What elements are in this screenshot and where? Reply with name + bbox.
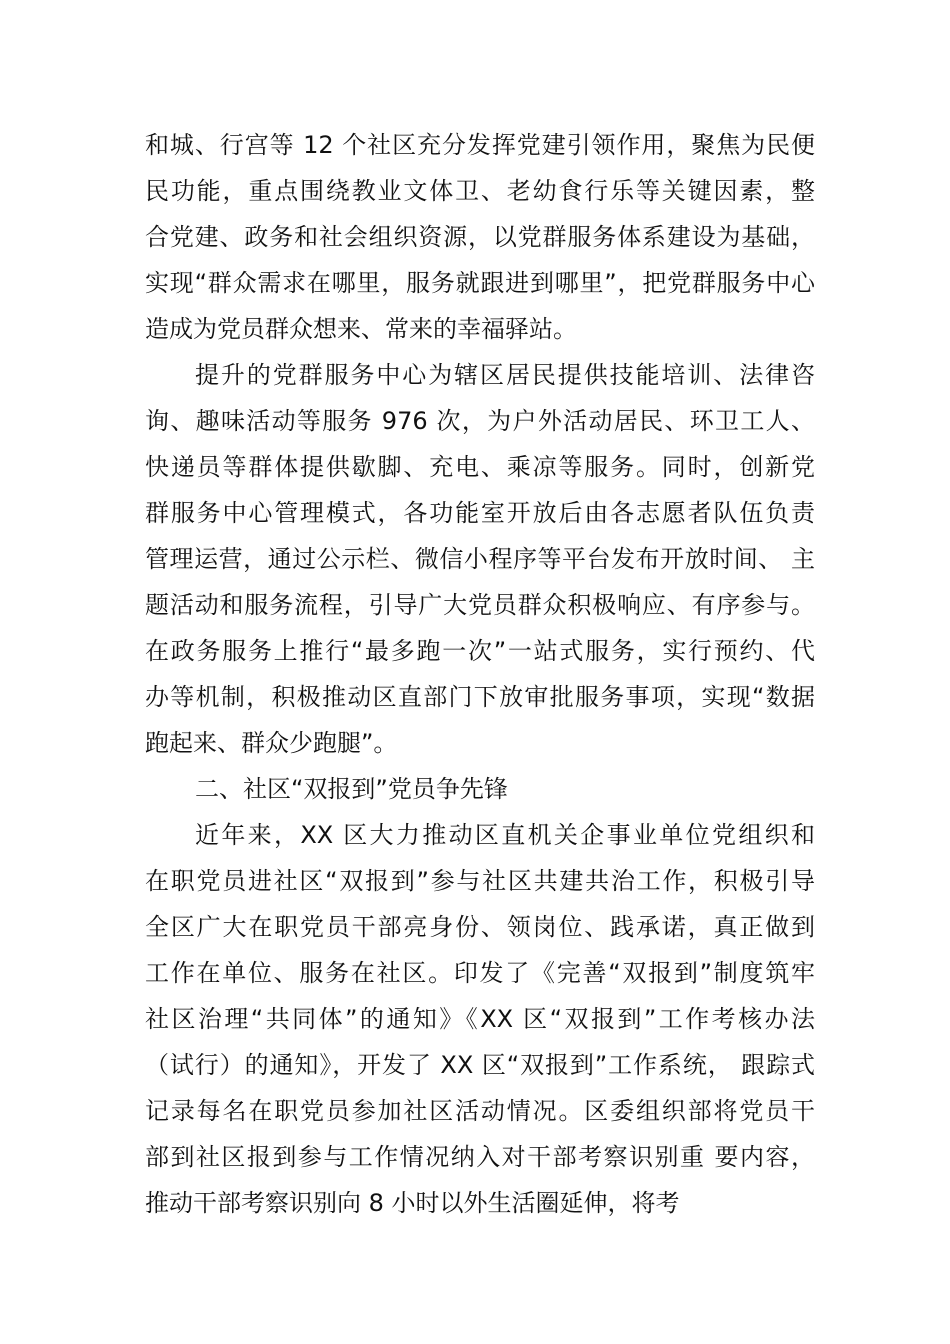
text-line: 题活动和服务流程，引导广大党员群众积极响应、有序参与。 xyxy=(145,591,815,619)
text-line: 推动干部考察识别向 8 小时以外生活圈延伸，将考 xyxy=(145,1189,680,1217)
text-line: 快递员等群体提供歇脚、充电、乘凉等服务。同时，创新党 xyxy=(145,453,815,481)
text-line: 询、趣味活动等服务 976 次，为户外活动居民、环卫工人、 xyxy=(145,407,815,435)
text-line: 管理运营，通过公示栏、微信小程序等平台发布开放时间、 主 xyxy=(145,545,815,573)
text-line: 实现“群众需求在哪里，服务就跟进到哪里”，把党群服务中心 xyxy=(145,269,815,297)
text-line: 记录每名在职党员参加社区活动情况。区委组织部将党员干 xyxy=(145,1097,815,1125)
text-line: 二、社区“双报到”党员争先锋 xyxy=(195,775,508,803)
text-line: 在政务服务上推行“最多跑一次”一站式服务，实行预约、代 xyxy=(145,637,815,665)
text-line: 跑起来、群众少跑腿”。 xyxy=(145,729,398,757)
text-line: 提升的党群服务中心为辖区居民提供技能培训、法律咨 xyxy=(195,361,815,389)
text-line: 群服务中心管理模式，各功能室开放后由各志愿者队伍负责 xyxy=(145,499,815,527)
text-line: 合党建、政务和社会组织资源，以党群服务体系建设为基础， xyxy=(145,223,815,251)
text-line: 社区治理“共同体”的通知》《XX 区“双报到”工作考核办法 xyxy=(145,1005,815,1033)
text-line: 办等机制，积极推动区直部门下放审批服务事项，实现“数据 xyxy=(145,683,815,711)
text-line: 在职党员进社区“双报到”参与社区共建共治工作，积极引导 xyxy=(145,867,815,895)
text-line: 和城、行宫等 12 个社区充分发挥党建引领作用，聚焦为民便 xyxy=(145,131,815,159)
text-line: 造成为党员群众想来、常来的幸福驿站。 xyxy=(145,315,577,343)
text-line: 部到社区报到参与工作情况纳入对干部考察识别重 要内容， xyxy=(145,1143,815,1171)
text-line: 近年来，XX 区大力推动区直机关企事业单位党组织和 xyxy=(195,821,815,849)
text-line: （试行）的通知》，开发了 XX 区“双报到”工作系统， 跟踪式 xyxy=(145,1051,815,1079)
text-line: 工作在单位、服务在社区。印发了《完善“双报到”制度筑牢 xyxy=(145,959,815,987)
text-line: 全区广大在职党员干部亮身份、领岗位、践承诺，真正做到 xyxy=(145,913,815,941)
body-text xyxy=(145,122,815,1226)
text-line: 民功能，重点围绕教业文体卫、老幼食行乐等关键因素，整 xyxy=(145,177,815,205)
